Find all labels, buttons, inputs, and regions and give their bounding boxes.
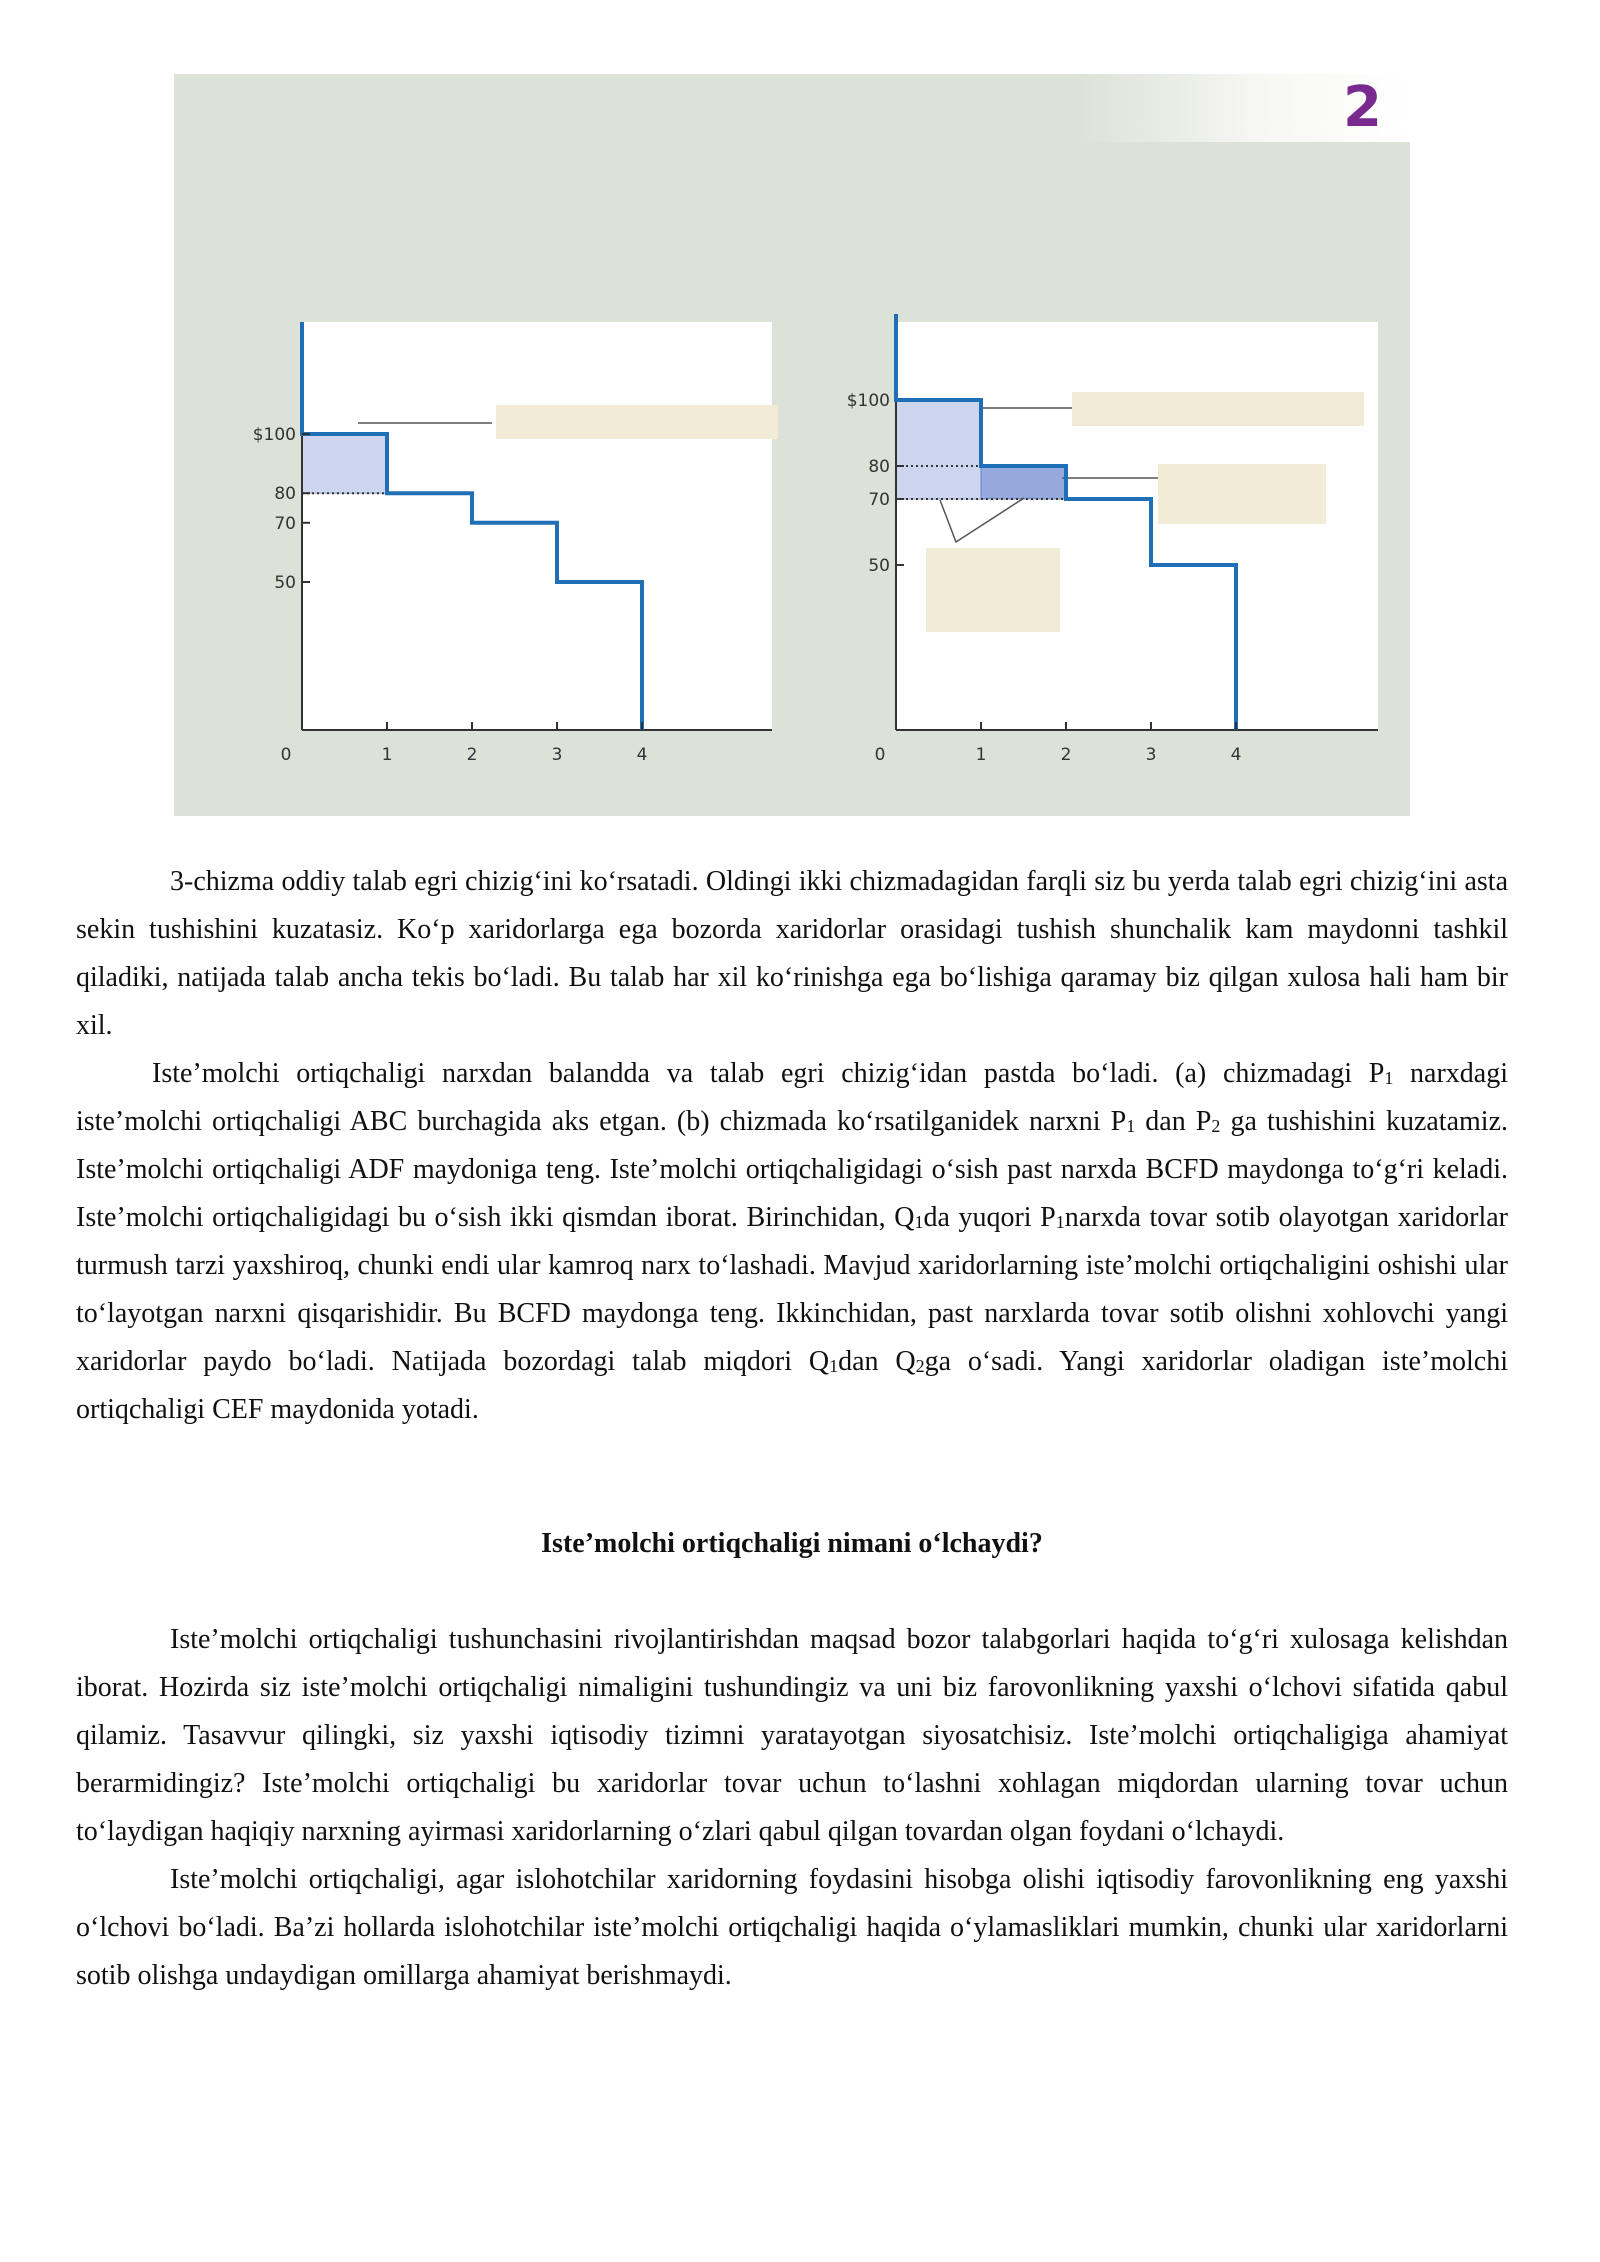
y-tick-label-b-70: 70: [868, 490, 890, 510]
section-heading: Iste’molchi ortiqchaligi nimani o‘lchaydi?: [541, 1528, 1043, 1559]
figure-number-badge: 2: [1343, 75, 1382, 140]
p2-sub-6: 1: [829, 1356, 839, 1376]
body-text-top: [76, 858, 1508, 1434]
y-tick-label-b-80: 80: [868, 457, 890, 477]
p2-text-6: narxda tovar sotib olayotgan xaridorlar turmush tarzi yaxshiroq, chunki endi ular kamroq narx to‘lashadi. Mavjud xaridorlarning iste’molchi ortiqchaligini oshishi ular to‘layotgan narxni qisqarishidir. Bu BCFD maydonga teng. Ikkinchidan, past narxlarda tovar sotib olishni xohlovchi yangi xaridorlar paydo bo‘ladi. Natijada bozordagi talab miqdori Q: [76, 1202, 1509, 1377]
p2-sub-5: 1: [1055, 1212, 1065, 1232]
p2-sub-2: 1: [1126, 1116, 1136, 1136]
x-tick-label-a-4: 4: [636, 745, 648, 765]
p2-text-1: Iste’molchi ortiqchaligi narxdan balandda va talab egri chizig‘idan pastda bo‘ladi. (a) chizmadagi P: [152, 1058, 1385, 1089]
x-tick-label-a-2: 2: [466, 745, 478, 765]
shade-a-abc: [302, 434, 387, 493]
shade-b-lower: [981, 466, 1066, 499]
paragraph-4: Iste’molchi ortiqchaligi, agar islohotchilar xaridorning foydasini hisobga olishi iqtisodiy farovonlikning eng yaxshi o‘lchovi bo‘ladi. Ba’zi hollarda islohotchilar iste’molchi ortiqchaligi haqida o‘ylamasliklari mumkin, chunki ular xaridorlarni sotib olishga undaydigan omillarga ahamiyat berishmaydi.: [76, 1864, 1508, 1991]
x-tick-label-a-1: 1: [381, 745, 393, 765]
p2-sub-7: 2: [915, 1356, 925, 1376]
body-text-bottom: [76, 1616, 1508, 2000]
chart-b: [847, 314, 1378, 765]
p2-sub-1: 1: [1384, 1068, 1394, 1088]
y-tick-label-b-50: 50: [868, 556, 890, 576]
chart-a: [253, 322, 778, 765]
p2-sub-4: 1: [914, 1212, 924, 1232]
p2-text-3: dan P: [1135, 1106, 1212, 1137]
x-tick-label-a-3: 3: [551, 745, 563, 765]
p2-sub-3: 2: [1211, 1116, 1221, 1136]
x-tick-label-b-0: 0: [874, 745, 886, 765]
callout-box-b-3: [926, 548, 1060, 632]
plot-area-b: [896, 322, 1378, 730]
p2-text-5: da yuqori P: [923, 1202, 1056, 1233]
callout-box-a: [496, 405, 778, 439]
y-tick-label-a-50: 50: [274, 573, 296, 593]
p2-text-7: dan Q: [838, 1346, 916, 1377]
p2-text-2: narxdagi iste’molchi ortiqchaligi ABC burchagida aks etgan. (b) chizmada ko‘rsatilganidek narxni P: [76, 1058, 1508, 1137]
y-tick-label-a-100: $100: [252, 425, 296, 445]
x-tick-label-b-2: 2: [1060, 745, 1072, 765]
x-tick-label-b-4: 4: [1230, 745, 1242, 765]
charts-svg: [174, 74, 1410, 816]
p2-text-8: ga o‘sadi. Yangi xaridorlar oladigan iste’molchi ortiqchaligi CEF maydonida yotadi.: [76, 1346, 1508, 1425]
x-tick-label-b-3: 3: [1145, 745, 1157, 765]
p2-text-4: ga tushishini kuzatamiz. Iste’molchi ortiqchaligi ADF maydoniga teng. Iste’molchi ortiqchaligidagi o‘sish past narxda BCFD maydonga to‘g‘ri keladi. Iste’molchi ortiqchaligidagi bu o‘sish ikki qismdan iborat. Birinchidan, Q: [76, 1106, 1509, 1233]
callout-box-b-2: [1158, 464, 1326, 524]
x-tick-label-b-1: 1: [975, 745, 987, 765]
plot-area-a: [302, 322, 772, 730]
paragraph-1: 3-chizma oddiy talab egri chizig‘ini ko‘rsatadi. Oldingi ikki chizmadagidan farqli siz bu yerda talab egri chizig‘ini asta sekin tushishini kuzatasiz. Ko‘p xaridorlarga ega bozorda xaridorlar orasidagi tushish shunchalik kam maydonni tashkil qiladiki, natijada talab ancha tekis bo‘ladi. Bu talab har xil ko‘rinishga ega bo‘lishiga qaramay biz qilgan xulosa hali ham bir xil.: [76, 866, 1508, 1041]
paragraph-3: Iste’molchi ortiqchaligi tushunchasini rivojlantirishdan maqsad bozor talabgorlari haqida to‘g‘ri xulosaga kelishdan iborat. Hozirda siz iste’molchi ortiqchaligi nimaligini tushundingiz va uni biz farovonlikning yaxshi o‘lchovi sifatida qabul qilamiz. Tasavvur qilingki, siz yaxshi iqtisodiy tizimni yaratayotgan siyosatchisiz. Iste’molchi ortiqchaligiga ahamiyat berarmidingiz? Iste’molchi ortiqchaligi bu xaridorlar tovar uchun to‘lashni xohlagan miqdordan ularning tovar uchun to‘laydigan haqiqiy narxning ayirmasi xaridorlarning o‘zlari qabul qilgan tovardan olgan foydani o‘lchaydi.: [76, 1624, 1508, 1847]
shade-b-upper: [896, 400, 981, 499]
y-tick-label-a-70: 70: [274, 513, 296, 534]
y-tick-label-b-100: $100: [846, 391, 890, 411]
figure-panel: [174, 74, 1410, 816]
callout-box-b-1: [1072, 392, 1364, 426]
x-tick-label-a-0: 0: [280, 745, 292, 765]
y-tick-label-a-80: 80: [274, 484, 296, 505]
paragraph-2: [76, 1050, 1508, 1434]
